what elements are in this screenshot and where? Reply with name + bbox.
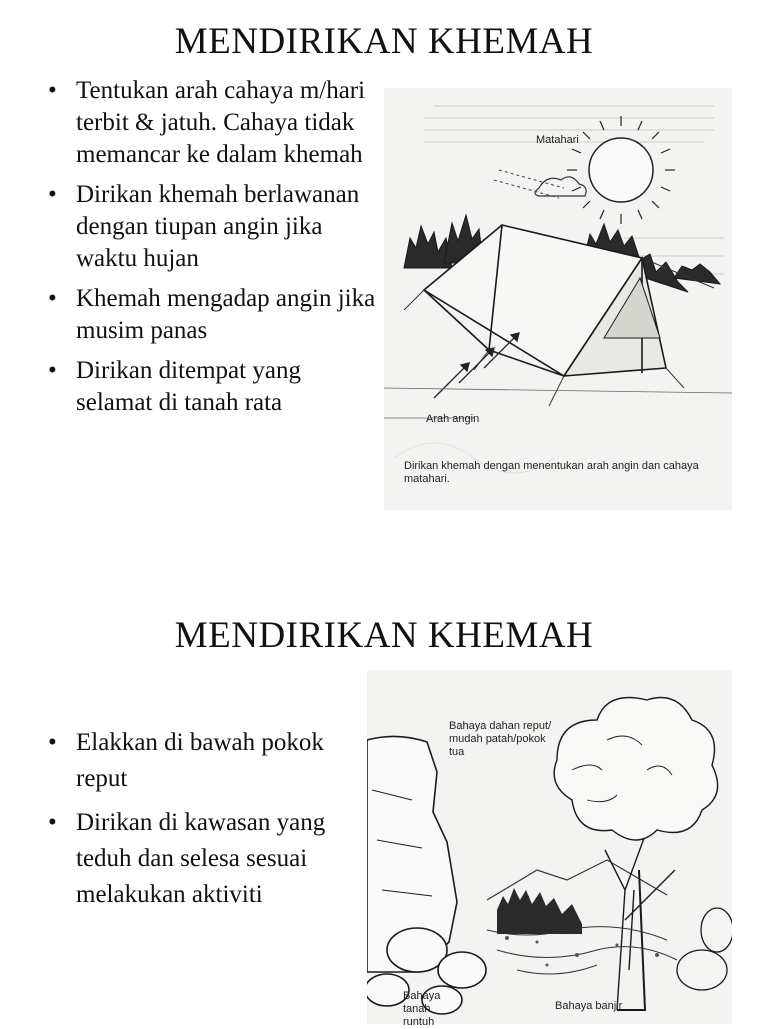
bullet-item: • Tentukan arah cahaya m/hari terbit & jatuh. Cahaya tidak memancar ke dalam khemah	[46, 75, 376, 171]
sun-icon	[567, 116, 675, 224]
bullet-item: • Elakkan di bawah pokok reput	[46, 725, 356, 797]
wind-arrows-icon	[434, 333, 519, 398]
bullet-item: • Khemah mengadap angin jika musim panas	[46, 283, 376, 347]
slide-title: MENDIRIKAN KHEMAH	[174, 615, 594, 656]
cliff-icon	[367, 736, 486, 1014]
bullet-item: • Dirikan khemah berlawanan dengan tiupan angin jika waktu hujan	[46, 179, 376, 275]
slide-1	[0, 0, 768, 512]
flood-hazard-label: Bahaya banjir	[555, 1000, 623, 1012]
sun-label: Matahari	[536, 134, 579, 146]
campsite-hazard-illustration	[367, 670, 732, 1028]
wind-label: Arah angin	[426, 413, 480, 425]
bullet-list	[46, 75, 376, 427]
tree-hazard-label: Bahaya dahan reput/ mudah patah/pokok tua	[449, 720, 552, 758]
slide-title: MENDIRIKAN KHEMAH	[174, 21, 594, 62]
landslide-hazard-label: Bahaya tanah runtuh	[403, 990, 441, 1028]
slide-2	[0, 512, 768, 1028]
tent-drawing	[384, 88, 732, 510]
bullet-item: • Dirikan di kawasan yang teduh dan selesa sesuai melakukan aktiviti	[46, 805, 356, 913]
tent-illustration	[384, 88, 732, 510]
bullet-item: • Dirikan ditempat yang selamat di tanah rata	[46, 355, 376, 419]
bullet-list	[46, 725, 356, 921]
illustration-caption: Dirikan khemah dengan menentukan arah angin dan cahaya matahari.	[404, 460, 699, 485]
